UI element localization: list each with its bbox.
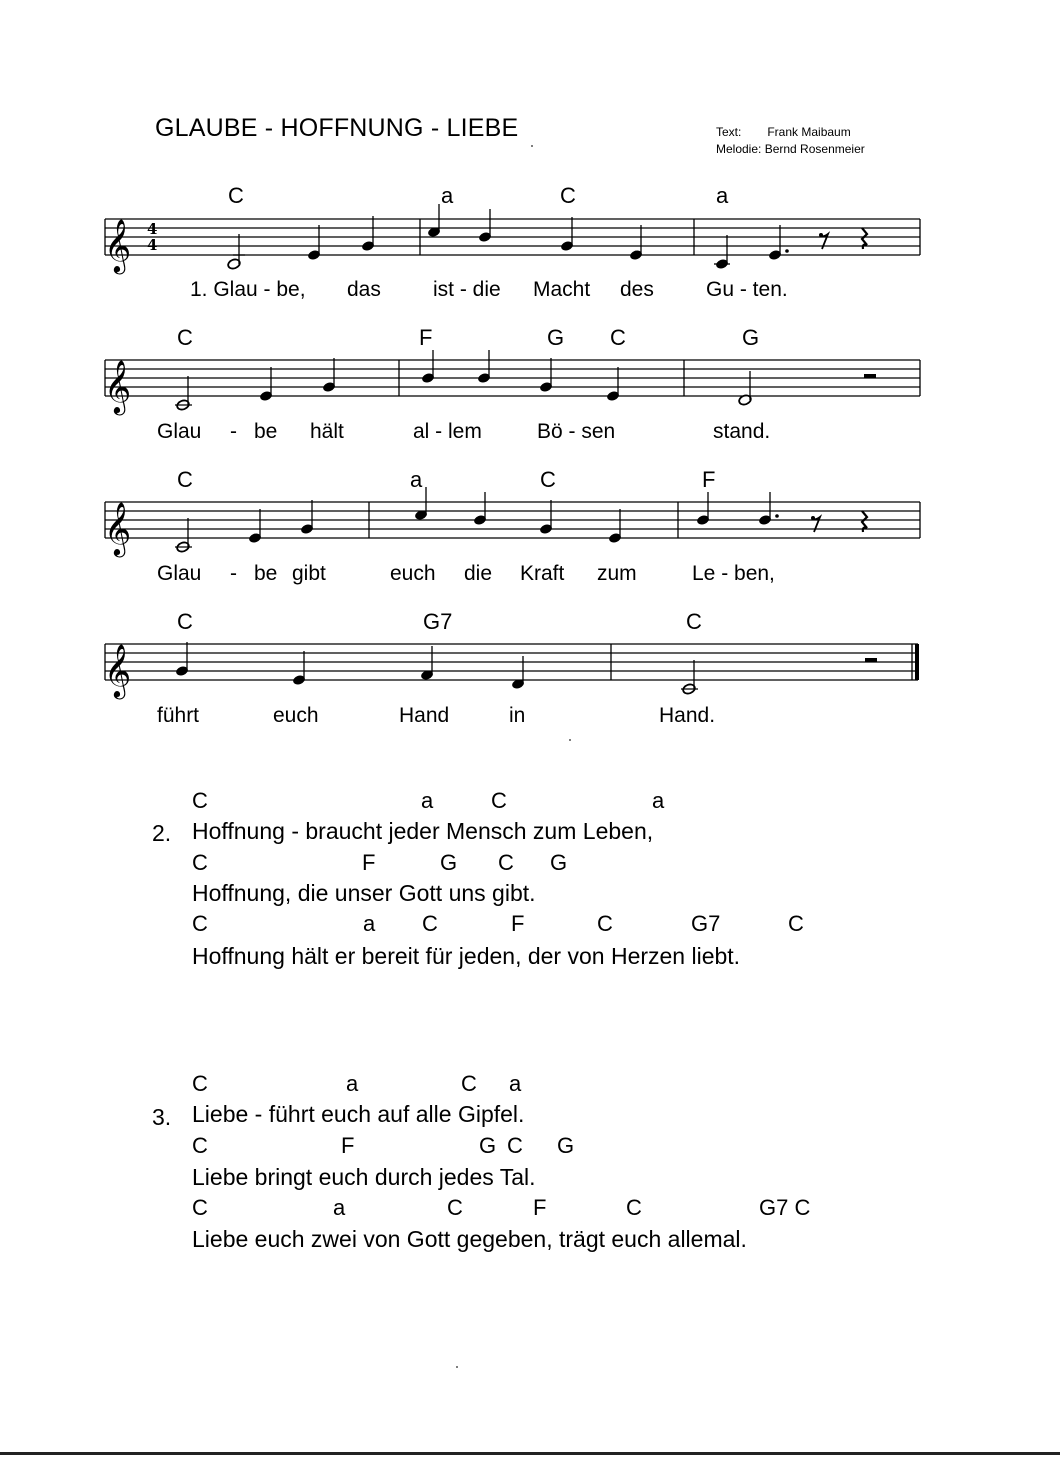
- scan-speck: [531, 145, 533, 147]
- chord: C: [560, 183, 576, 208]
- lyric: Kraft: [520, 562, 565, 585]
- verse-line: Hoffnung - braucht jeder Mensch zum Leben,: [192, 818, 654, 844]
- verse-line: Liebe bringt euch durch jedes Tal.: [192, 1164, 536, 1190]
- chord: C: [626, 1195, 642, 1220]
- time-signature-top: 4: [147, 220, 158, 238]
- staff: [100, 480, 930, 570]
- chord: G: [440, 850, 458, 875]
- notes: [175, 642, 877, 695]
- credits: [716, 124, 865, 158]
- treble-clef-icon: 𝄞: [104, 643, 132, 697]
- lyric: al - lem: [413, 420, 482, 443]
- lyric: Hand: [399, 704, 450, 727]
- lyric: -: [230, 562, 237, 585]
- chord: C: [192, 850, 208, 875]
- chord: C: [192, 1071, 208, 1096]
- lyric: Glau: [157, 420, 202, 443]
- chord: G: [547, 325, 565, 350]
- lyric: be: [254, 420, 278, 443]
- chord: F: [533, 1195, 547, 1220]
- scan-bottom-edge: [0, 1452, 1060, 1455]
- lyric: Hand.: [659, 704, 716, 727]
- chord: C: [686, 609, 702, 634]
- chord: C: [498, 850, 514, 875]
- chord: C: [491, 788, 507, 813]
- lyric: -: [230, 420, 237, 443]
- chord: C: [597, 911, 613, 936]
- staff: [100, 622, 930, 712]
- chord: F: [702, 467, 716, 492]
- notes: [175, 350, 876, 411]
- chord: G: [550, 850, 568, 875]
- chord: a: [509, 1071, 522, 1096]
- scan-speck: [569, 739, 571, 741]
- chord: C: [461, 1071, 477, 1096]
- lyric: Glau: [157, 562, 202, 585]
- chord: a: [363, 911, 376, 936]
- chord: a: [652, 788, 665, 813]
- credit-melody-row: [716, 141, 865, 158]
- lyric: hält: [310, 420, 344, 443]
- verse-line: Liebe euch zwei von Gott gegeben, trägt euch allemal.: [192, 1226, 747, 1252]
- lyric: euch: [273, 704, 319, 727]
- chord: C: [610, 325, 626, 350]
- chord: a: [346, 1071, 359, 1096]
- lyric: Gu - ten.: [706, 278, 788, 301]
- staff: [100, 195, 930, 285]
- chord: C: [422, 911, 438, 936]
- lyric: Le - ben,: [692, 562, 775, 585]
- verse-line: Hoffnung, die unser Gott uns gibt.: [192, 880, 536, 906]
- chord: C: [788, 911, 804, 936]
- credit-text-row: [716, 124, 865, 141]
- chord: F: [341, 1133, 355, 1158]
- credit-melody-label: Melodie:: [716, 142, 762, 156]
- chord: a: [716, 183, 729, 208]
- chord: a: [410, 467, 423, 492]
- treble-clef-icon: 𝄞: [104, 501, 132, 555]
- credit-text-label: Text:: [716, 125, 742, 139]
- chord: G: [557, 1133, 575, 1158]
- chord: C: [177, 467, 193, 492]
- chord: C: [177, 609, 193, 634]
- chord: C: [177, 325, 193, 350]
- chord: C: [192, 1195, 208, 1220]
- credit-text-author: Frank Maibaum: [767, 125, 851, 139]
- chord: G7: [691, 911, 721, 936]
- credit-melody-author: Bernd Rosenmeier: [764, 142, 865, 156]
- lyric: ist - die: [433, 278, 501, 301]
- chord: C: [228, 183, 244, 208]
- lyric: Macht: [533, 278, 591, 301]
- song-title: GLAUBE - HOFFNUNG - LIEBE: [155, 114, 519, 142]
- chord: G: [742, 325, 760, 350]
- lyric: die: [464, 562, 493, 585]
- lyric: führt: [157, 704, 200, 727]
- verse-number: 3.: [152, 1104, 172, 1130]
- chord: F: [362, 850, 376, 875]
- chord: C: [192, 788, 208, 813]
- chord: C: [192, 1133, 208, 1158]
- lyric: zum: [597, 562, 637, 585]
- chord: G7: [423, 609, 453, 634]
- lyric: 1. Glau - be,: [190, 278, 306, 301]
- chord: a: [421, 788, 434, 813]
- chord: F: [511, 911, 525, 936]
- lyric: gibt: [292, 562, 326, 585]
- chord: C: [507, 1133, 523, 1158]
- time-signature-bottom: 4: [147, 236, 158, 254]
- scan-speck: [456, 1366, 458, 1368]
- chord: C: [447, 1195, 463, 1220]
- lyric: des: [620, 278, 654, 301]
- verse-number: 2.: [152, 820, 172, 846]
- lyric: stand.: [713, 420, 771, 443]
- treble-clef-icon: 𝄞: [104, 359, 132, 413]
- chord: C: [192, 911, 208, 936]
- chord: a: [441, 183, 454, 208]
- chord: G7 C: [759, 1195, 811, 1220]
- lyric: Bö - sen: [537, 420, 616, 443]
- verse-line: Hoffnung hält er bereit für jeden, der von Herzen liebt.: [192, 943, 741, 969]
- chord: G: [479, 1133, 497, 1158]
- treble-clef-icon: 𝄞: [104, 218, 132, 272]
- chord: C: [540, 467, 556, 492]
- staff: [100, 338, 930, 428]
- lyric: be: [254, 562, 278, 585]
- lyric: euch: [390, 562, 436, 585]
- chord: F: [419, 325, 433, 350]
- lyric: in: [509, 704, 526, 727]
- chord: a: [333, 1195, 346, 1220]
- verse-line: Liebe - führt euch auf alle Gipfel.: [192, 1101, 525, 1127]
- lyric: das: [347, 278, 381, 301]
